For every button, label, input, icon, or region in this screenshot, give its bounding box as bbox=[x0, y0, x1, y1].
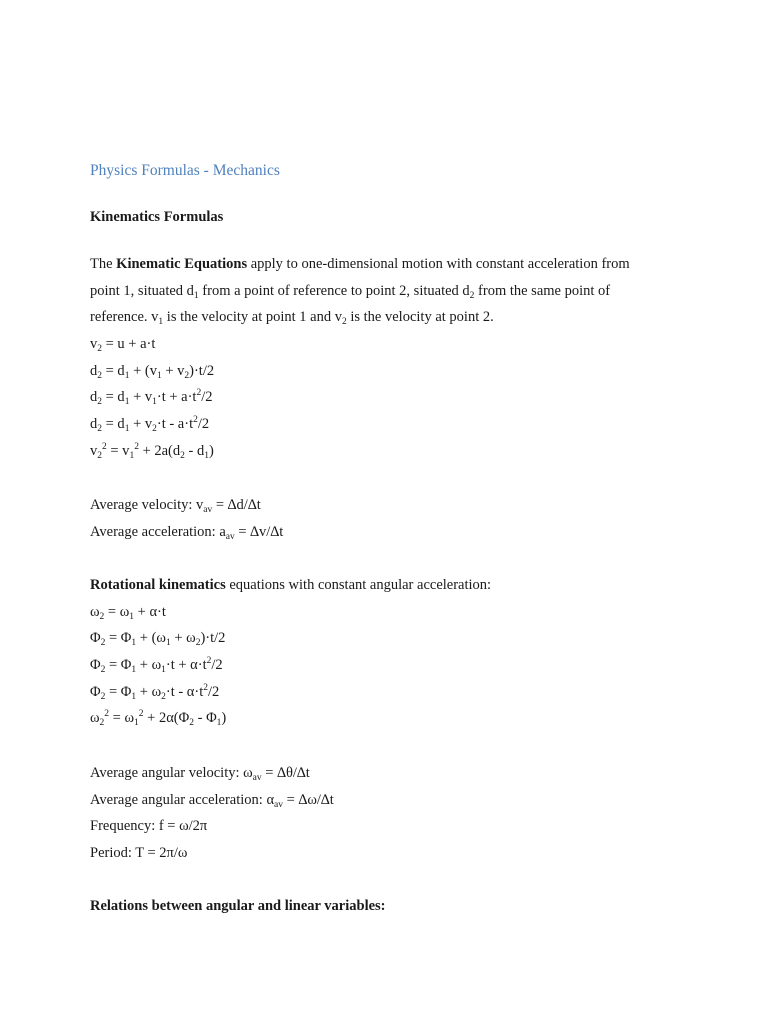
kinematic-equation: $d_2 = d_1 + (v_1 + v_2)\cdot t/2$ bbox=[90, 362, 215, 381]
kinematic-equations-list bbox=[90, 331, 214, 464]
rotational-intro: Rotational kinematics equations with constant angular acceleration: bbox=[90, 577, 492, 593]
kinematic-equation: $d_2 = d_1 + v_1\cdot t + a\cdot t^2/2$ bbox=[90, 388, 213, 408]
kinematic-equation: $v_2^2 = v_1^2 + 2a(d_2 - d_1)$ bbox=[90, 441, 214, 461]
average-kinematics-list bbox=[90, 492, 283, 545]
subscript: 2 bbox=[341, 317, 347, 328]
intro-text: is the velocity at point 2. bbox=[346, 309, 494, 326]
subscript: 2 bbox=[469, 290, 475, 301]
average-angular-acceleration-line: Average angular acceleration: $\alpha_{av} = \Delta\omega/\Delta t$ bbox=[90, 791, 334, 810]
rotational-equation: $\Phi_2 = \Phi_1 + \omega_1\cdot t + \alpha\cdot t^2/2$ bbox=[90, 656, 223, 676]
subscript: 1 bbox=[158, 317, 164, 328]
intro-text: reference. v bbox=[90, 309, 159, 326]
kinematic-equation: $v_2 = u + a\cdot t$ bbox=[90, 336, 156, 354]
kinematics-heading: Kinematics Formulas bbox=[90, 209, 224, 225]
intro-text: The bbox=[90, 256, 117, 272]
intro-text: apply to one-dimensional motion with constant acceleration from bbox=[247, 256, 630, 272]
relations-heading: Relations between angular and linear variables: bbox=[90, 898, 386, 914]
rotational-equation: $\Phi_2 = \Phi_1 + \omega_2\cdot t - \alpha\cdot t^2/2$ bbox=[90, 682, 220, 702]
average-velocity-line: Average velocity: $v_{av} = \Delta d/\Delta t$ bbox=[90, 497, 261, 515]
rotational-kinematics-term: Rotational kinematics bbox=[90, 577, 226, 593]
kinematic-equation: $d_2 = d_1 + v_2\cdot t - a\cdot t^2/2$ bbox=[90, 415, 210, 435]
intro-text: from a point of reference to point 2, situated d bbox=[198, 282, 470, 299]
kinematic-equations-term: Kinematic Equations bbox=[116, 256, 248, 272]
rotational-equations-list bbox=[90, 572, 491, 732]
average-acceleration-line: Average acceleration: $a_{av} = \Delta v/\Delta t$ bbox=[90, 523, 284, 542]
rotational-equation: $\Phi_2 = \Phi_1 + (\omega_1 + \omega_2)\cdot t/2$ bbox=[90, 630, 226, 649]
page-title: Physics Formulas - Mechanics bbox=[90, 162, 280, 179]
rotational-equation: $\omega_2 = \omega_1 + \alpha\cdot t$ bbox=[90, 603, 166, 622]
intro-text: point 1, situated d bbox=[90, 282, 194, 299]
intro-text: from the same point of bbox=[474, 282, 611, 299]
frequency-line: Frequency: f = ω/2π bbox=[90, 818, 208, 835]
kinematics-intro-paragraph bbox=[90, 251, 630, 331]
angular-averages-list bbox=[90, 760, 334, 867]
average-angular-velocity-line: Average angular velocity: $\omega_{av} = \Delta\theta/\Delta t$ bbox=[90, 765, 310, 783]
rotational-equation: $\omega_2^2 = \omega_1^2 + 2\alpha(\Phi_2 - \Phi_1)$ bbox=[90, 709, 227, 729]
subscript: 1 bbox=[193, 290, 199, 301]
period-line: Period: T = 2π/ω bbox=[90, 845, 188, 862]
intro-text: is the velocity at point 1 and v bbox=[163, 309, 342, 326]
